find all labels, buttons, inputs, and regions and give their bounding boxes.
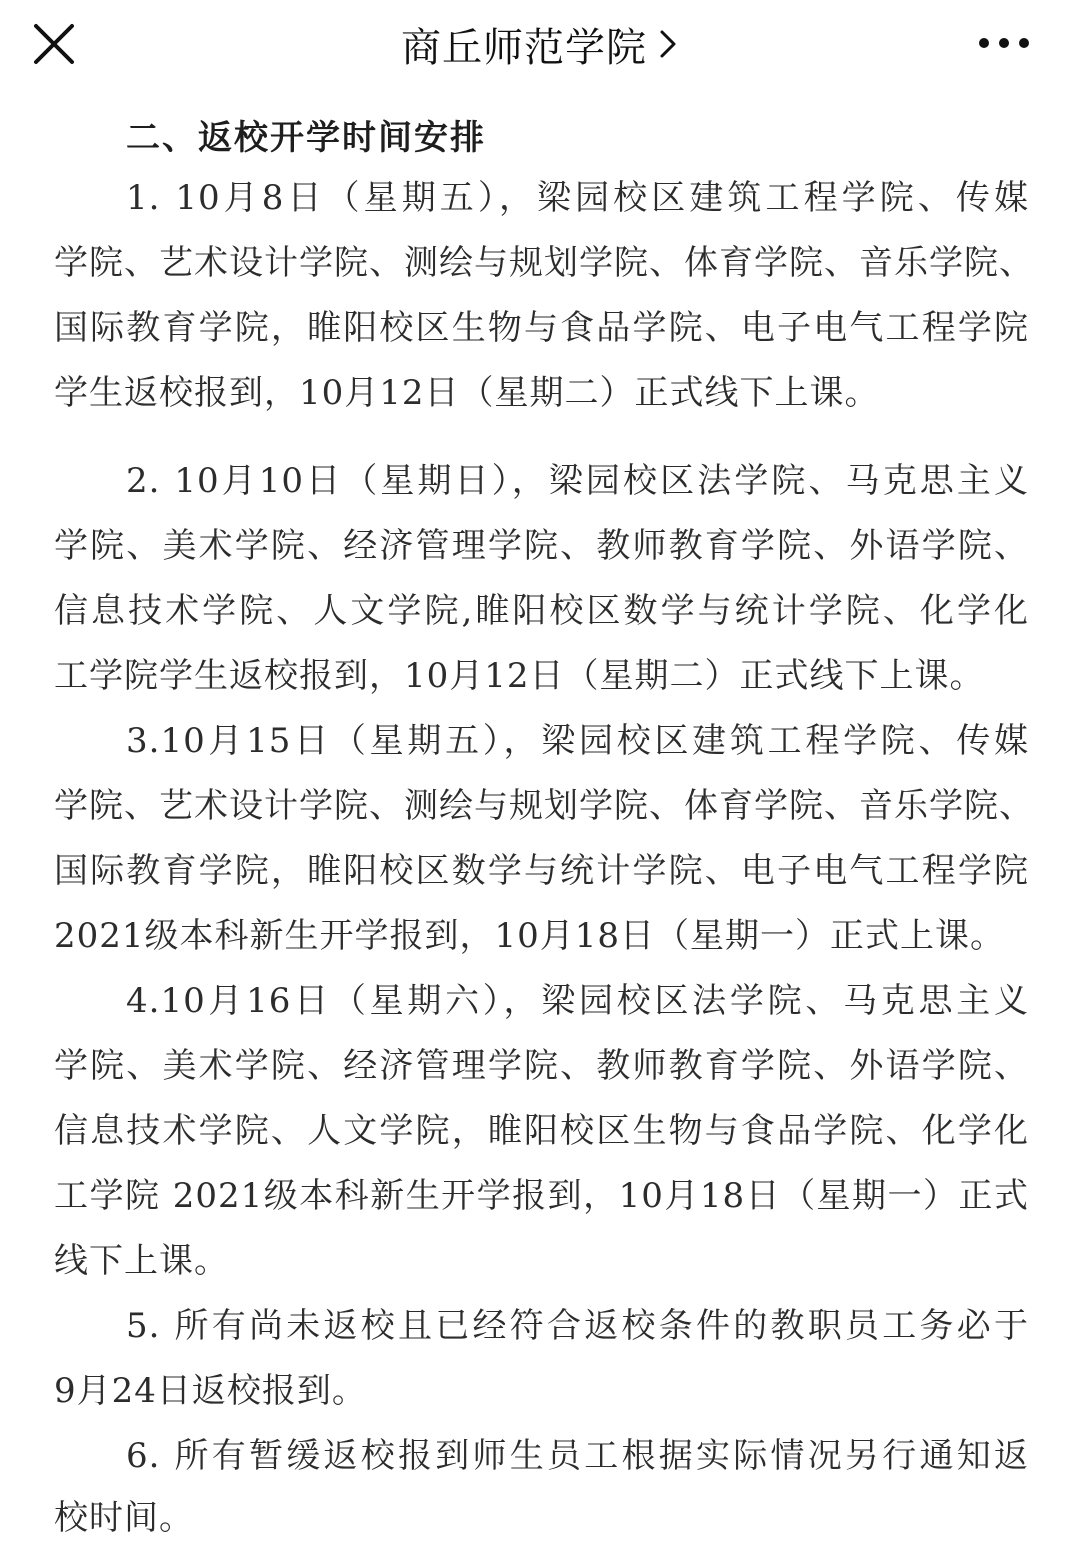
document-image <box>0 88 1080 1541</box>
account-title-link[interactable] <box>401 16 679 73</box>
item-4-line-4: 工学院 2021级本科新生开学报到，10月18日（星期一）正式 <box>54 1176 1029 1216</box>
item-4-line-1: 4.10月16日（星期六），梁园校区法学院、马克思主义 <box>126 981 1029 1021</box>
item-1-line-3: 国际教育学院，睢阳校区生物与食品学院、电子电气工程学院 <box>54 308 1029 348</box>
item-3-line-1: 3.10月15日（星期五），梁园校区建筑工程学院、传媒 <box>126 721 1029 761</box>
item-2-line-4: 工学院学生返校报到，10月12日（星期二）正式线下上课。 <box>54 656 985 696</box>
item-6-line-1: 6. 所有暂缓返校报到师生员工根据实际情况另行通知返 <box>126 1436 1029 1476</box>
item-1-line-4: 学生返校报到，10月12日（星期二）正式线下上课。 <box>54 373 880 413</box>
item-1-line-2: 学院、艺术设计学院、测绘与规划学院、体育学院、音乐学院、 <box>54 243 1034 283</box>
top-navigation-bar <box>0 0 1080 88</box>
item-3-line-4: 2021级本科新生开学报到，10月18日（星期一）正式上课。 <box>54 916 1006 956</box>
item-5-line-1: 5. 所有尚未返校且已经符合返校条件的教职员工务必于 <box>126 1306 1029 1346</box>
item-3-line-2: 学院、艺术设计学院、测绘与规划学院、体育学院、音乐学院、 <box>54 786 1034 826</box>
item-2-line-3: 信息技术学院、人文学院,睢阳校区数学与统计学院、化学化 <box>54 591 1029 631</box>
item-4-line-2: 学院、美术学院、经济管理学院、教师教育学院、外语学院、 <box>54 1046 1029 1086</box>
item-1-line-1: 1. 10月8日（星期五），梁园校区建筑工程学院、传媒 <box>126 178 1029 218</box>
item-4-line-3: 信息技术学院、人文学院，睢阳校区生物与食品学院、化学化 <box>54 1111 1029 1151</box>
page-title: 商丘师范学院 <box>401 24 647 71</box>
more-dots-icon <box>976 28 1032 58</box>
item-5-line-2: 9月24日返校报到。 <box>54 1371 367 1411</box>
item-3-line-3: 国际教育学院，睢阳校区数学与统计学院、电子电气工程学院 <box>54 851 1029 891</box>
item-2-line-2: 学院、美术学院、经济管理学院、教师教育学院、外语学院、 <box>54 526 1029 566</box>
section-heading: 二、返校开学时间安排 <box>126 118 486 158</box>
close-button[interactable] <box>30 20 78 68</box>
close-icon <box>30 20 78 68</box>
item-4-line-5: 线下上课。 <box>54 1241 229 1281</box>
item-6-line-2: 校时间。 <box>54 1498 194 1538</box>
chevron-right-icon <box>657 27 679 61</box>
more-options-button[interactable] <box>976 28 1032 58</box>
item-2-line-1: 2. 10月10日（星期日），梁园校区法学院、马克思主义 <box>126 461 1029 501</box>
